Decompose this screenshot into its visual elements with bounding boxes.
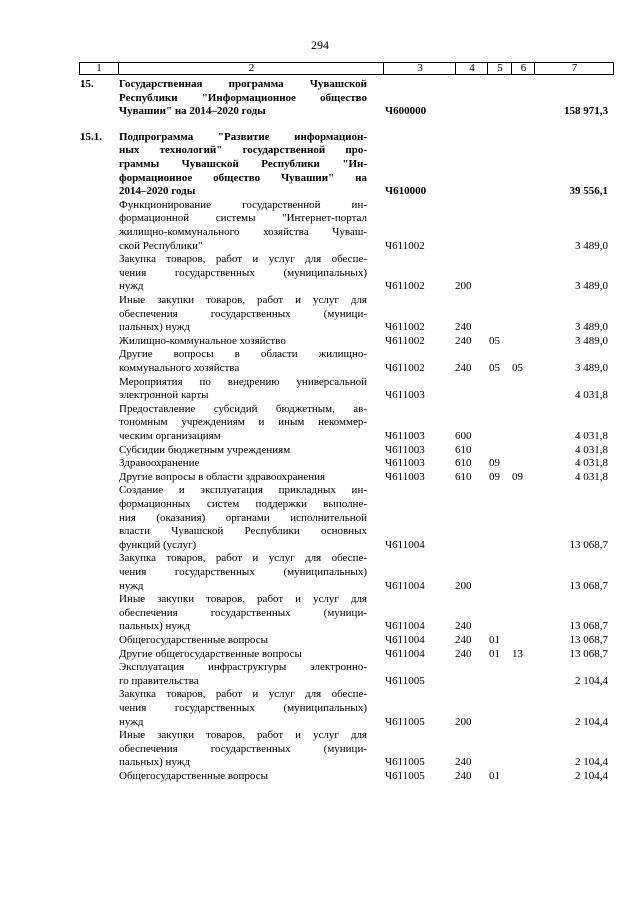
row-description: [119, 770, 367, 784]
description-line: Республики "Информационное общество: [119, 91, 367, 104]
amount: 2 104,4: [575, 674, 608, 687]
table-header-row: [79, 62, 614, 75]
expense-type: 240: [455, 321, 472, 334]
description-line: Здравоохранение: [119, 457, 200, 470]
header-col-3: 3: [383, 63, 456, 74]
row-description: [119, 688, 367, 729]
row-description: [119, 457, 367, 471]
target-code: Ч611002: [385, 334, 425, 347]
description-line: пальных) нужд: [119, 620, 191, 633]
table-row: [0, 729, 640, 770]
description-line: ческим организациям: [119, 429, 221, 442]
description-line: Закупка товаров, работ и услуг для обеспе-: [119, 688, 367, 701]
table-row: [0, 376, 640, 403]
amount: 4 031,8: [575, 429, 608, 442]
row-description: [119, 294, 367, 335]
description-line: Закупка товаров, работ и услуг для обеспе-: [119, 253, 367, 266]
description-line: пальных) нужд: [119, 321, 191, 334]
description-line: го правительства: [119, 674, 199, 687]
page-number: 294: [311, 38, 329, 52]
target-code: Ч611002: [385, 239, 425, 252]
description-line: формационное общество Чувашии" на: [119, 171, 367, 184]
table-row: [0, 457, 640, 471]
row-description: [119, 376, 367, 403]
target-code: Ч611003: [385, 470, 425, 483]
target-code: Ч611004: [385, 634, 425, 646]
target-code: Ч611004: [385, 620, 425, 633]
target-code: Ч610000: [385, 185, 427, 198]
row-description: [119, 131, 367, 199]
description-line: Иные закупки товаров, работ и услуг для: [119, 729, 367, 742]
row-number: 15.: [80, 78, 94, 90]
amount: 4 031,8: [575, 443, 608, 456]
target-code: Ч611002: [385, 280, 425, 293]
row-description: [119, 648, 367, 662]
table-row: [0, 648, 640, 662]
amount: 2 104,4: [575, 715, 608, 728]
table-row: [0, 403, 640, 444]
description-line: обеспечения государственных (муници-: [119, 742, 367, 755]
description-line: пальных) нужд: [119, 756, 191, 769]
expense-type: 610: [455, 470, 472, 483]
row-description: [119, 78, 367, 119]
description-line: формационных систем поддержки выполне-: [119, 497, 367, 510]
expense-type: 240: [455, 620, 472, 633]
table-row: [0, 688, 640, 729]
description-line: жилищно-коммунального хозяйства Чуваш-: [119, 225, 367, 238]
description-line: ния (оказания) органами исполнительной: [119, 511, 367, 524]
description-line: Закупка товаров, работ и услуг для обеспе-: [119, 552, 367, 565]
row-description: [119, 335, 367, 349]
target-code: Ч611003: [385, 457, 425, 470]
amount: 4 031,8: [575, 457, 608, 470]
target-code: Ч611002: [385, 321, 425, 334]
table-row: [0, 78, 640, 119]
description-line: обеспечения государственных (муници-: [119, 606, 367, 619]
target-code: Ч611005: [385, 770, 425, 782]
description-line: Другие общегосударственные вопросы: [119, 647, 302, 660]
description-line: Жилищно-коммунальное хозяйство: [119, 334, 286, 347]
description-line: Функционирование государственной ин-: [119, 198, 367, 211]
amount: 3 489,0: [575, 321, 608, 334]
target-code: Ч611005: [385, 674, 425, 687]
amount: 3 489,0: [575, 239, 608, 252]
table-row: [0, 335, 640, 349]
description-line: электронной карты: [119, 389, 209, 402]
subsection-code: 09: [512, 470, 523, 483]
target-code: Ч600000: [385, 105, 427, 118]
amount: 158 971,3: [564, 105, 608, 118]
section-code: 05: [489, 334, 500, 347]
amount: 39 556,1: [569, 185, 608, 198]
amount: 3 489,0: [575, 280, 608, 293]
table-row: [0, 253, 640, 294]
description-line: Государственная программа Чувашской: [119, 78, 367, 90]
amount: 4 031,8: [575, 470, 608, 483]
row-description: [119, 199, 367, 253]
target-code: Ч611003: [385, 429, 425, 442]
expense-type: 200: [455, 579, 472, 592]
row-description: [119, 348, 367, 375]
header-col-4: 4: [455, 63, 488, 74]
row-description: [119, 729, 367, 770]
amount: 3 489,0: [575, 361, 608, 374]
description-line: Подпрограмма "Развитие информацион-: [119, 130, 367, 143]
section-code: 09: [489, 457, 500, 470]
description-line: чения государственных (муниципальных): [119, 701, 367, 714]
table-row: [0, 634, 640, 648]
expense-type: 200: [455, 715, 472, 728]
target-code: Ч611004: [385, 538, 425, 551]
expense-type: 240: [455, 334, 472, 347]
header-col-6: 6: [511, 63, 535, 74]
table-row: [0, 444, 640, 458]
section-code: 01: [489, 647, 500, 660]
table-row: [0, 294, 640, 335]
header-col-2: 2: [118, 63, 384, 74]
description-line: Субсидии бюджетным учреждениям: [119, 443, 291, 456]
table-row: [0, 471, 640, 485]
expense-type: 600: [455, 429, 472, 442]
description-line: 2014–2020 годы: [119, 185, 196, 198]
expense-type: 610: [455, 457, 472, 470]
description-line: ных технологий" государственной про-: [119, 144, 367, 157]
description-line: Предоставление субсидий бюджетным, ав-: [119, 402, 367, 415]
row-description: [119, 471, 367, 485]
target-code: Ч611004: [385, 579, 425, 592]
description-line: Общегосударственные вопросы: [119, 634, 268, 646]
subsection-code: 05: [512, 361, 523, 374]
amount: 3 489,0: [575, 334, 608, 347]
description-line: обеспечения государственных (муници-: [119, 307, 367, 320]
amount: 13 068,7: [569, 538, 608, 551]
target-code: Ч611003: [385, 443, 425, 456]
description-line: функций (услуг): [119, 538, 197, 551]
description-line: Создание и эксплуатация прикладных ин-: [119, 484, 367, 497]
amount: 2 104,4: [575, 756, 608, 769]
header-col-7: 7: [534, 63, 614, 74]
row-description: [119, 552, 367, 593]
table-row: [0, 552, 640, 593]
subsection-code: 13: [512, 647, 523, 660]
target-code: Ч611005: [385, 715, 425, 728]
section-code: 09: [489, 470, 500, 483]
target-code: Ч611002: [385, 361, 425, 374]
description-line: тономным учреждениям и иным некоммер-: [119, 416, 367, 429]
expense-type: 240: [455, 361, 472, 374]
table-row: [0, 593, 640, 634]
header-col-1: 1: [96, 62, 102, 74]
amount: 2 104,4: [575, 770, 608, 782]
expense-type: 240: [455, 770, 472, 782]
row-description: [119, 444, 367, 458]
row-description: [119, 634, 367, 648]
description-line: Мероприятия по внедрению универсальной: [119, 375, 367, 388]
description-line: коммунального хозяйства: [119, 361, 240, 374]
expense-type: 240: [455, 647, 472, 660]
table-row: [0, 348, 640, 375]
description-line: граммы Чувашской Республики "Ин-: [119, 157, 367, 170]
table-row: [0, 770, 640, 784]
table-row: [0, 661, 640, 688]
row-description: [119, 661, 367, 688]
header-col-5: 5: [487, 63, 512, 74]
row-description: [119, 593, 367, 634]
expense-type: 240: [455, 756, 472, 769]
row-description: [119, 403, 367, 444]
description-line: чения государственных (муниципальных): [119, 266, 367, 279]
expense-type: 240: [455, 634, 472, 646]
description-line: Иные закупки товаров, работ и услуг для: [119, 294, 367, 306]
amount: 13 068,7: [569, 620, 608, 633]
section-code: 05: [489, 361, 500, 374]
row-number: 15.1.: [80, 130, 102, 143]
amount: 13 068,7: [569, 634, 608, 646]
description-line: нужд: [119, 715, 144, 728]
table-row: [0, 484, 640, 552]
description-line: нужд: [119, 579, 144, 592]
row-description: [119, 484, 367, 552]
description-line: нужд: [119, 280, 144, 293]
description-line: формационной системы "Интернет-портал: [119, 212, 367, 225]
description-line: власти Чувашской Республики основных: [119, 525, 367, 538]
expense-type: 610: [455, 443, 472, 456]
amount: 13 068,7: [569, 579, 608, 592]
target-code: Ч611004: [385, 647, 425, 660]
row-description: [119, 253, 367, 294]
description-line: чения государственных (муниципальных): [119, 565, 367, 578]
target-code: Ч611005: [385, 756, 425, 769]
description-line: Другие вопросы в области жилищно-: [119, 348, 367, 361]
description-line: Эксплуатация инфраструктуры электронно-: [119, 661, 367, 674]
expense-type: 200: [455, 280, 472, 293]
description-line: Общегосударственные вопросы: [119, 770, 268, 782]
description-line: ской Республики": [119, 239, 203, 252]
table-row: [0, 131, 640, 199]
section-code: 01: [489, 770, 500, 782]
amount: 13 068,7: [569, 647, 608, 660]
description-line: Чувашии" на 2014–2020 годы: [119, 105, 266, 118]
section-code: 01: [489, 634, 500, 646]
description-line: Иные закупки товаров, работ и услуг для: [119, 593, 367, 606]
target-code: Ч611003: [385, 389, 425, 402]
amount: 4 031,8: [575, 389, 608, 402]
description-line: Другие вопросы в области здравоохранения: [119, 470, 326, 483]
table-row: [0, 199, 640, 253]
